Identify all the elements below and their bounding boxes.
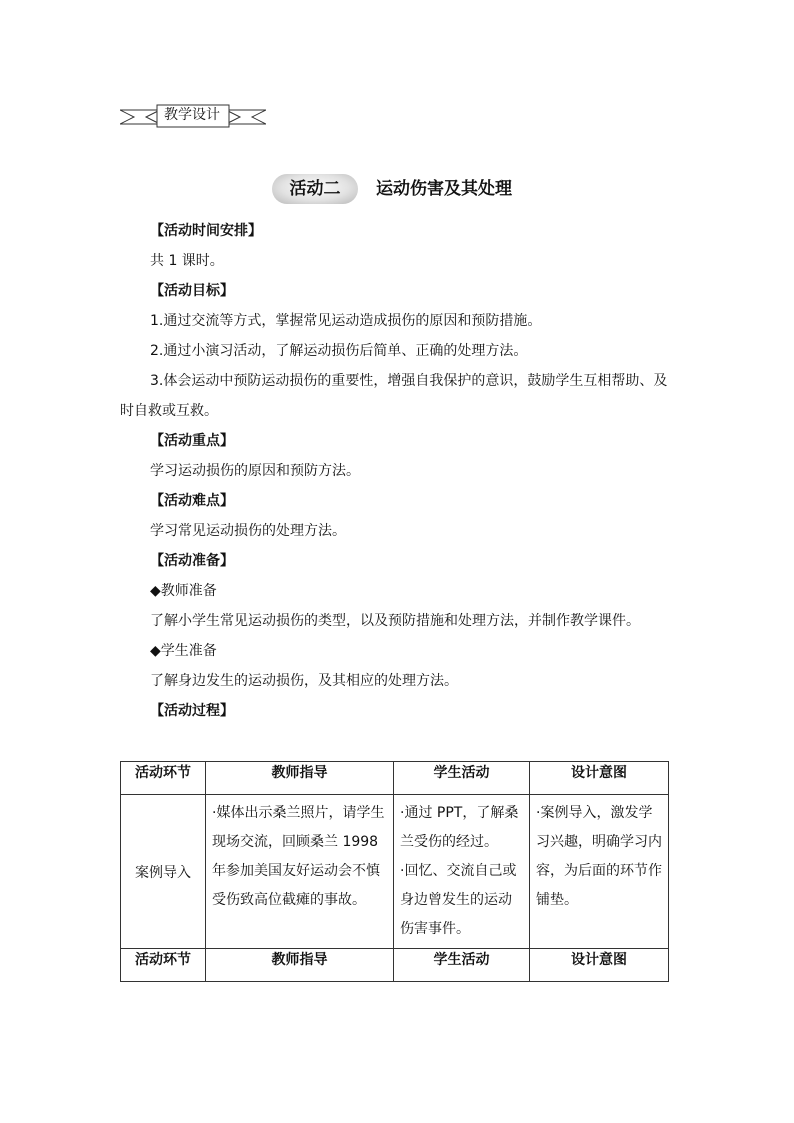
activity-process-table: [120, 761, 669, 982]
goals-heading: 【活动目标】: [150, 283, 234, 299]
banner-label: 教学设计: [164, 107, 220, 123]
header-teacher: 教师指导: [206, 949, 394, 982]
student-prep-text: 了解身边发生的运动损伤，及其相应的处理方法。: [150, 673, 458, 689]
header-stage: 活动环节: [121, 949, 206, 982]
prep-heading: 【活动准备】: [150, 553, 234, 569]
teacher-prep-text: 了解小学生常见运动损伤的类型，以及预防措施和处理方法，并制作教学课件。: [150, 613, 640, 629]
difficulty-heading: 【活动难点】: [150, 493, 234, 509]
row-student: [394, 795, 530, 949]
time-heading: 【活动时间安排】: [150, 223, 262, 239]
header-student: 学生活动: [394, 949, 530, 982]
row-intent: ·案例导入，激发学习兴趣，明确学习内容，为后面的环节作铺垫。: [530, 795, 669, 949]
process-heading: 【活动过程】: [150, 703, 234, 719]
title-text: 运动伤害及其处理: [376, 179, 512, 199]
title-activity-number: 活动二: [289, 179, 341, 199]
table-row: [121, 795, 669, 949]
goal-1: 1.通过交流等方式，掌握常见运动造成损伤的原因和预防措施。: [150, 313, 542, 329]
header-intent: 设计意图: [530, 949, 669, 982]
row-teacher: ·媒体出示桑兰照片，请学生现场交流，回顾桑兰 1998 年参加美国友好运动会不慎受伤致高位截瘫的事故。: [206, 795, 394, 949]
header-stage: 活动环节: [121, 762, 206, 795]
goal-2: 2.通过小演习活动，了解运动损伤后简单、正确的处理方法。: [150, 343, 528, 359]
header-student: 学生活动: [394, 762, 530, 795]
table-header-row-repeat: [121, 949, 669, 982]
difficulty-text: 学习常见运动损伤的处理方法。: [150, 523, 346, 539]
page-title: [272, 172, 572, 206]
row-student-item: ·通过 PPT，了解桑兰受伤的经过。: [400, 805, 519, 850]
time-text: 共 1 课时。: [150, 253, 224, 269]
student-prep-label: ◆学生准备: [150, 643, 217, 659]
row-stage: 案例导入: [121, 795, 206, 949]
table-header-row: [121, 762, 669, 795]
goal-3: 3.体会运动中预防运动损伤的重要性，增强自我保护的意识，鼓励学生互相帮助、及时自救或互救。: [120, 373, 668, 419]
header-teacher: 教师指导: [206, 762, 394, 795]
row-student-item: ·回忆、交流自己或身边曾发生的运动伤害事件。: [400, 863, 517, 937]
lesson-content: [120, 216, 676, 726]
header-intent: 设计意图: [530, 762, 669, 795]
teacher-prep-label: ◆教师准备: [150, 583, 217, 599]
key-text: 学习运动损伤的原因和预防方法。: [150, 463, 360, 479]
key-heading: 【活动重点】: [150, 433, 234, 449]
